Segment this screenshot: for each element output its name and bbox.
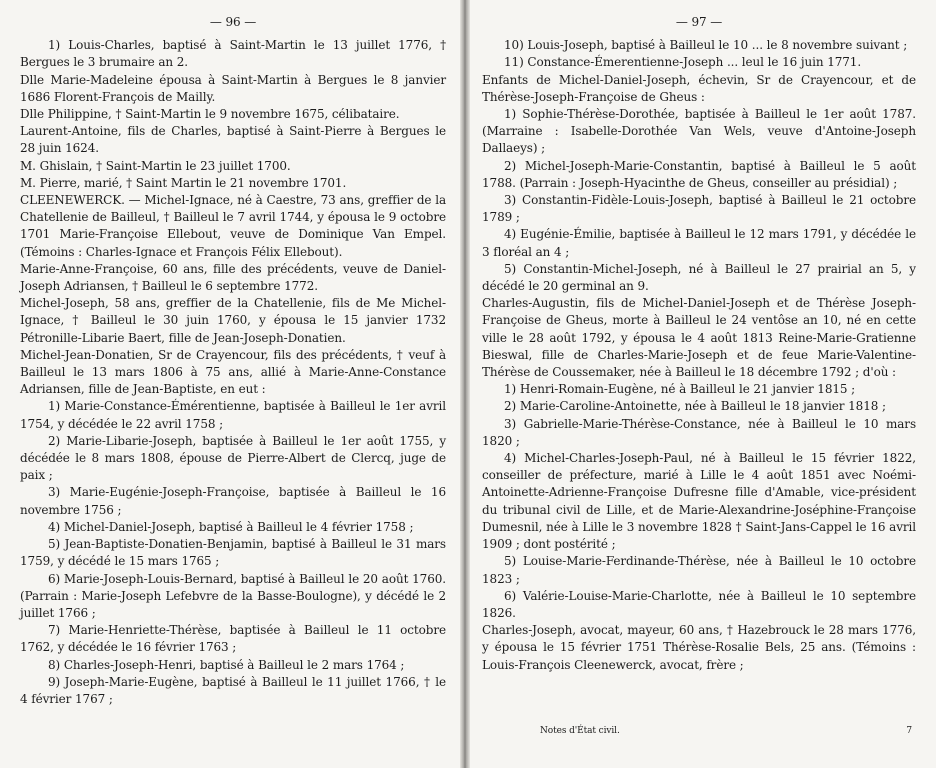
- child-entry: 5) Jean-Baptiste-Donatien-Benjamin, baptisé à Bailleul le 31 mars 1759, y décédé le 15 mars 1765 ;: [20, 537, 446, 569]
- entry: Dlle Philippine, † Saint-Martin le 9 novembre 1675, célibataire.: [20, 107, 400, 122]
- footer-note: Notes d'État civil.: [540, 725, 620, 736]
- entry: Charles-Joseph, avocat, mayeur, 60 ans, † Hazebrouck le 28 mars 1776, y épousa le 15 février 1751 Thérèse-Rosalie Bels, 25 ans. (Témoins : Louis-François Cleenewerck, avocat, frère ;: [482, 623, 916, 672]
- page-number-right: — 97 —: [675, 15, 723, 29]
- child-entry: 10) Louis-Joseph, baptisé à Bailleul le 10 ... le 8 novembre suivant ;: [504, 38, 908, 53]
- entry: Michel-Joseph, 58 ans, greffier de la Chatellenie, fils de Me Michel-Ignace, † Bailleul le 30 juin 1760, y épousa le 15 janvier 1732 Pétronille-Libarie Baert, fille de Jean-Joseph-Donatien.: [20, 296, 446, 345]
- entry: Charles-Augustin, fils de Michel-Daniel-Joseph et de Thérèse Joseph-Françoise de Gheus, morte à Bailleul le 24 ventôse an 10, né en cette ville le 28 août 1792, y épousa le 4 août 1813 Reine-Marie-Gratienne Bieswal, fille de Charles-Marie-Joseph et de feue Marie-Valentine-Thérèse de Coussemaker, née à Bailleul le 18 décembre 1792 ; d'où :: [482, 296, 916, 380]
- signature-mark: 7: [906, 725, 912, 736]
- entry: Marie-Anne-Françoise, 60 ans, fille des précédents, veuve de Daniel-Joseph Adriansen, † Bailleul le 6 septembre 1772.: [20, 261, 446, 294]
- entry: 1) Louis-Charles, baptisé à Saint-Martin le 13 juillet 1776, † Bergues le 3 brumaire an 2.: [20, 38, 446, 70]
- entry: CLEENEWERCK. — Michel-Ignace, né à Caestre, 73 ans, greffier de la Chatellenie de Bailleul, † Bailleul le 7 avril 1744, y épousa le 9 octobre 1701 Marie-Françoise Ellebout, veuve de Dominique Van Empel. (Témoins : Charles-Ignace et François Félix Ellebout).: [20, 193, 446, 259]
- child-entry: 5) Constantin-Michel-Joseph, né à Bailleul le 27 prairial an 5, y décédé le 20 germinal an 9.: [482, 261, 916, 294]
- child-entry: 11) Constance-Émerentienne-Joseph ... leul le 16 juin 1771.: [504, 55, 862, 70]
- entry: Enfants de Michel-Daniel-Joseph, échevin, Sr de Crayencour, et de Thérèse-Joseph-Françoise de Gheus :: [482, 72, 916, 104]
- child-entry: 3) Constantin-Fidèle-Louis-Joseph, baptisé à Bailleul le 21 octobre 1789 ;: [482, 193, 916, 225]
- right-page: [470, 0, 936, 768]
- child-entry: 1) Marie-Constance-Émérentienne, baptisée à Bailleul le 1er avril 1754, y décédée le 22 avril 1758 ;: [20, 399, 446, 431]
- child-entry: 7) Marie-Henriette-Thérèse, baptisée à Bailleul le 11 octobre 1762, y décédée le 16 février 1763 ;: [20, 623, 446, 655]
- book-gutter: [460, 0, 470, 768]
- entry: M. Pierre, marié, † Saint Martin le 21 novembre 1701.: [20, 175, 347, 190]
- page-number-left: — 96 —: [209, 15, 257, 29]
- entry: Michel-Jean-Donatien, Sr de Crayencour, fils des précédents, † veuf à Bailleul le 13 mars 1806 à 75 ans, allié à Marie-Anne-Constance Adriansen, fille de Jean-Baptiste, en eut :: [20, 347, 446, 397]
- child-entry: 3) Gabrielle-Marie-Thérèse-Constance, née à Bailleul le 10 mars 1820 ;: [482, 416, 916, 448]
- child-entry: 1) Sophie-Thérèse-Dorothée, baptisée à Bailleul le 1er août 1787. (Marraine : Isabelle-Dorothée Van Wels, veuve d'Antoine-Joseph Dallaeys) ;: [482, 107, 916, 156]
- child-entry: 5) Louise-Marie-Ferdinande-Thérèse, née à Bailleul le 10 octobre 1823 ;: [482, 554, 916, 586]
- child-entry: 8) Charles-Joseph-Henri, baptisé à Bailleul le 2 mars 1764 ;: [48, 657, 405, 672]
- child-entry: 1) Henri-Romain-Eugène, né à Bailleul le 21 janvier 1815 ;: [504, 382, 856, 397]
- entry: M. Ghislain, † Saint-Martin le 23 juillet 1700.: [20, 158, 291, 173]
- entry: Dlle Marie-Madeleine épousa à Saint-Martin à Bergues le 8 janvier 1686 Florent-François de Mailly.: [20, 72, 446, 104]
- child-entry: 4) Michel-Charles-Joseph-Paul, né à Bailleul le 15 février 1822, conseiller de préfecture, marié à Lille le 4 août 1851 avec Noémi-Antoinette-Adrienne-Françoise Dufresne fille d'Amable, vice-président du tribunal civil de Lille, et de Marie-Alexandrine-Joséphine-Françoise Dumesnil, née à Lille le 3 novembre 1828 † Saint-Jans-Cappel le 16 avril 1909 ; dont postérité ;: [482, 451, 916, 552]
- child-entry: 2) Marie-Libarie-Joseph, baptisée à Bailleul le 1er août 1755, y décédée le 8 mars 1808, épouse de Pierre-Albert de Clercq, juge de paix ;: [20, 433, 446, 483]
- child-entry: 6) Valérie-Louise-Marie-Charlotte, née à Bailleul le 10 septembre 1826.: [482, 588, 916, 620]
- child-entry: 9) Joseph-Marie-Eugène, baptisé à Bailleul le 11 juillet 1766, † le 4 février 1767 ;: [20, 674, 446, 706]
- entry: Laurent-Antoine, fils de Charles, baptisé à Saint-Pierre à Bergues le 28 juin 1624.: [20, 124, 446, 156]
- child-entry: 4) Michel-Daniel-Joseph, baptisé à Bailleul le 4 février 1758 ;: [48, 519, 414, 534]
- child-entry: 2) Michel-Joseph-Marie-Constantin, baptisé à Bailleul le 5 août 1788. (Parrain : Joseph-Hyacinthe de Gheus, conseiller au présidial) ;: [482, 158, 916, 190]
- left-page: [0, 0, 462, 768]
- child-entry: 4) Eugénie-Émilie, baptisée à Bailleul le 12 mars 1791, y décédée le 3 floréal an 4 ;: [482, 227, 916, 259]
- child-entry: 6) Marie-Joseph-Louis-Bernard, baptisé à Bailleul le 20 août 1760. (Parrain : Marie-Joseph Lefebvre de la Basse-Boulogne), y décédé le 2 juillet 1766 ;: [20, 571, 446, 620]
- child-entry: 2) Marie-Caroline-Antoinette, née à Bailleul le 18 janvier 1818 ;: [504, 399, 886, 414]
- page-footer: [540, 723, 912, 740]
- child-entry: 3) Marie-Eugénie-Joseph-Françoise, baptisée à Bailleul le 16 novembre 1756 ;: [20, 485, 446, 517]
